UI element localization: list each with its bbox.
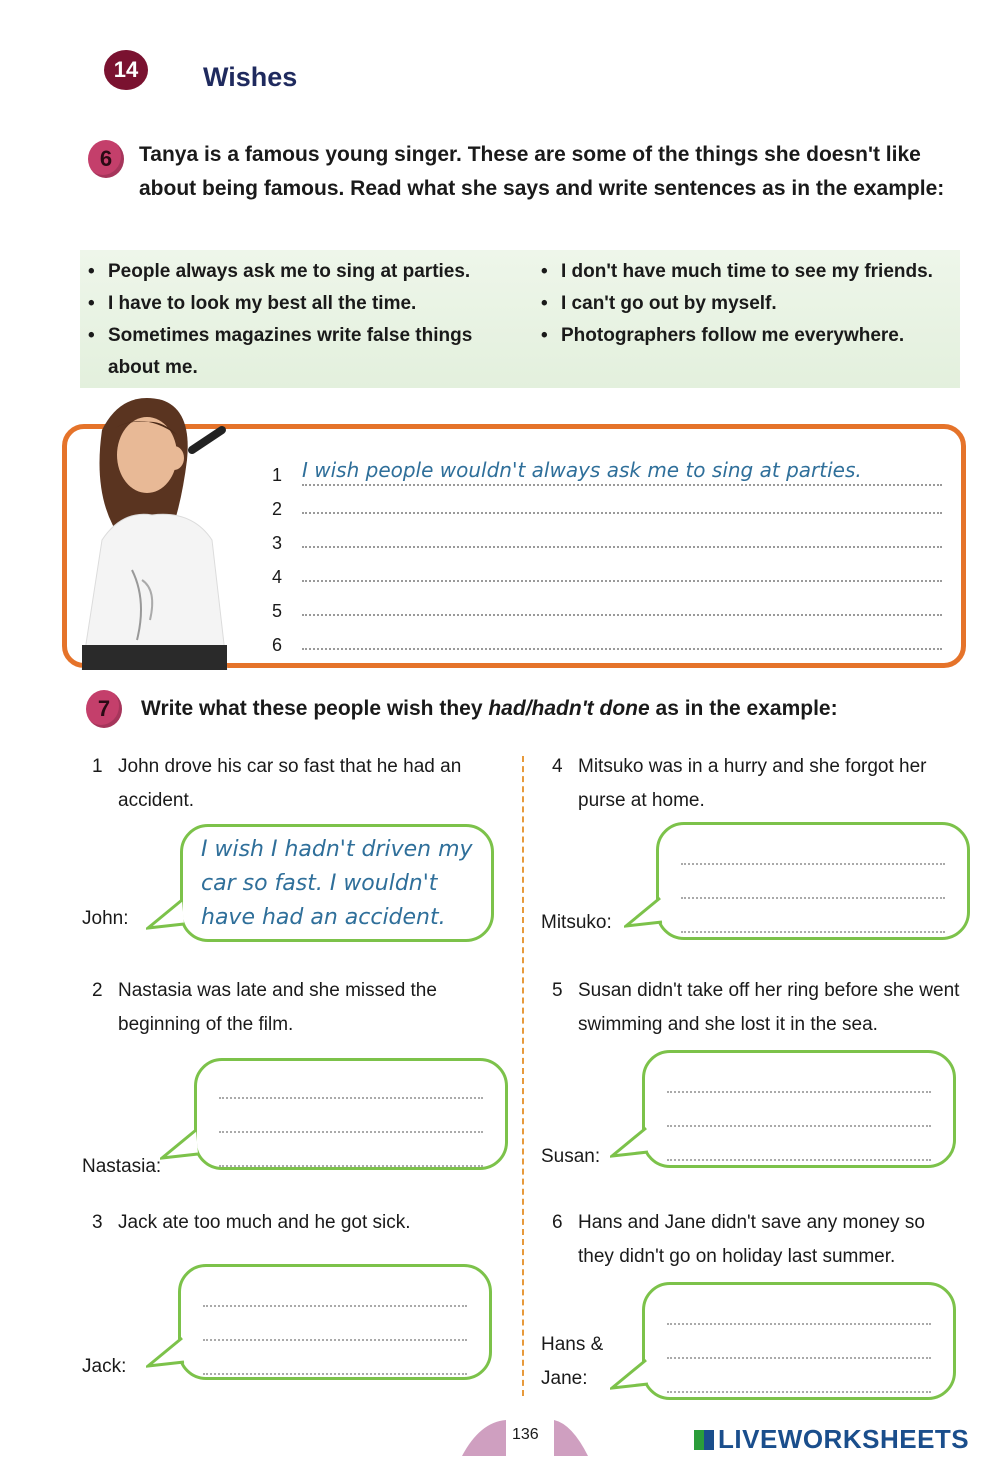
answer-blank[interactable] [203,1307,467,1341]
answer-blank[interactable] [302,594,942,616]
complaint-item: • I have to look my best all the time. [88,293,417,314]
singer-photo [62,390,242,670]
answer-line[interactable] [272,588,942,622]
answer-blank[interactable] [667,1359,931,1393]
answer-blank[interactable] [681,831,945,865]
speech-bubble-5[interactable] [642,1050,956,1168]
page-number: 136 [512,1426,539,1443]
speech-bubble-1 [180,824,494,942]
answer-number: 3 [272,533,283,553]
complaint-item: • I don't have much time to see my friends. [541,261,933,282]
complaint-item: • Photographers follow me everywhere. [541,325,905,346]
answer-blank[interactable] [203,1341,467,1375]
unit-title: Wishes [203,62,298,92]
question-1: 1 John drove his car so fast that he had an accident. [92,756,462,811]
answer-blank[interactable] [667,1127,931,1161]
unit-number: 14 [113,57,139,82]
answer-line[interactable] [272,554,942,588]
answer-blank[interactable] [219,1133,483,1167]
speaker-nastasia: Nastasia: [82,1156,162,1177]
answer-number: 6 [272,635,283,655]
complaint-item: • People always ask me to sing at parties. [88,261,471,282]
exercise-7-badge [86,690,122,728]
speaker-hans-jane: Hans & Jane: [541,1334,604,1389]
question-4: 4 Mitsuko was in a hurry and she forgot her purse at home. [552,756,927,811]
question-2: 2 Nastasia was late and she missed the beginning of the film. [92,980,437,1035]
answer-blank[interactable] [667,1325,931,1359]
answer-line[interactable] [272,520,942,554]
speaker-susan: Susan: [541,1146,601,1167]
bubble-tail [146,896,186,936]
example-answer-line: I wish I hadn't driven my [201,837,473,862]
answer-blank[interactable] [667,1059,931,1093]
exercise-7-number: 7 [97,696,111,721]
bubble-tail [610,1124,650,1164]
question-5: 5 Susan didn't take off her ring before she went swimming and she lost it in the sea. [552,980,960,1035]
unit-number-badge [104,50,148,90]
speaker-john: John: [82,908,129,929]
instruction-emphasis: had/hadn't done [488,697,650,720]
exercise-6-badge [88,140,124,178]
answer-blank[interactable] [203,1273,467,1307]
answer-line[interactable] [272,486,942,520]
example-answer-line: car so fast. I wouldn't [201,871,438,896]
answer-blank[interactable] [667,1291,931,1325]
complaint-item: • I can't go out by myself. [541,293,777,314]
liveworksheets-logo[interactable]: LIVEWORKSHEETS [694,1424,969,1455]
exercise-7-instruction: Write what these people wish they had/hadn't done as in the example: [141,697,838,720]
answer-blank[interactable] [302,492,942,514]
column-divider [522,756,524,1396]
speech-bubble-3[interactable] [178,1264,492,1380]
speaker-mitsuko: Mitsuko: [541,912,612,933]
exercise-6-number: 6 [99,146,113,171]
exercise-6-instruction: Tanya is a famous young singer. These are some of the things she doesn't like about being famous. Read what she says and write sentences as in the example: [139,143,945,200]
bubble-tail [146,1334,186,1374]
speech-bubble-4[interactable] [656,822,970,940]
answer-blank[interactable] [302,628,942,650]
answer-number: 1 [272,465,283,485]
question-3: 3 Jack ate too much and he got sick. [92,1212,411,1233]
answer-blank[interactable] [681,865,945,899]
brand-logo-icon [694,1430,714,1450]
question-6: 6 Hans and Jane didn't save any money so they didn't go on holiday last summer. [552,1212,925,1267]
answer-line[interactable] [272,622,942,656]
speaker-jack: Jack: [82,1356,127,1377]
answer-number: 4 [272,567,283,587]
complaints-right-list [541,256,961,352]
answer-blank[interactable] [219,1065,483,1099]
example-answer-line: have had an accident. [201,905,446,930]
answer-line [272,452,942,486]
complaints-left-list [88,256,508,384]
answer-blank[interactable] [667,1093,931,1127]
answer-blank[interactable] [302,526,942,548]
answer-example-text: I wish people wouldn't always ask me to sing at parties. [302,458,942,486]
answer-blank[interactable] [219,1099,483,1133]
answer-number: 5 [272,601,283,621]
answer-blank[interactable] [681,899,945,933]
answer-blank[interactable] [302,560,942,582]
bubble-tail [610,1356,650,1396]
bubble-tail [624,894,664,934]
speech-bubble-2[interactable] [194,1058,508,1170]
complaint-item: • Sometimes magazines write false things about me. [88,325,473,378]
speech-bubble-6[interactable] [642,1282,956,1400]
answer-number: 2 [272,499,283,519]
bubble-tail [160,1126,200,1166]
